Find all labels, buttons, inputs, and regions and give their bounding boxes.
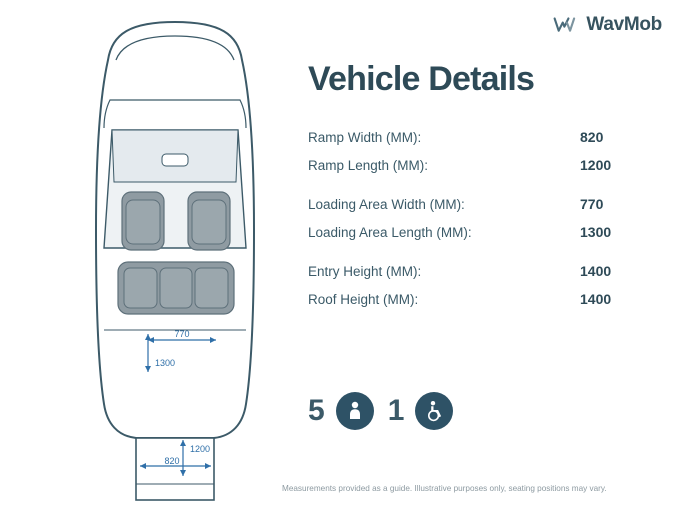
svg-text:770: 770 (174, 329, 190, 339)
spec-label: Loading Area Width (MM): (308, 196, 465, 212)
wheelchair-icon (415, 392, 453, 430)
spec-value: 1400 (580, 263, 612, 279)
wheelchair-count: 1 (387, 394, 405, 427)
spec-value: 1300 (580, 224, 612, 240)
svg-text:1200: 1200 (190, 444, 211, 454)
footnote: Measurements provided as a guide. Illustrative purposes only, seating positions may vary. (282, 484, 607, 493)
spec-label: Roof Height (MM): (308, 291, 419, 307)
spec-row-loading-area-length (300, 218, 670, 246)
details-panel (300, 60, 670, 313)
svg-text:820: 820 (164, 456, 180, 466)
spec-label: Ramp Width (MM): (308, 129, 422, 145)
specs-table (300, 123, 670, 313)
spec-row-ramp-length (300, 151, 670, 179)
spec-row-roof-height (300, 285, 670, 313)
spec-label: Ramp Length (MM): (308, 157, 429, 173)
spec-row-loading-area-width (300, 179, 670, 218)
spec-label: Loading Area Length (MM): (308, 224, 472, 240)
spec-row-ramp-width (300, 123, 670, 151)
spec-row-entry-height (300, 246, 670, 285)
passenger-icon (336, 392, 374, 430)
spec-value: 1200 (580, 157, 612, 173)
spec-label: Entry Height (MM): (308, 263, 422, 279)
spec-value: 820 (580, 129, 604, 145)
seat-count: 5 (308, 394, 325, 427)
seat-capacity (308, 392, 374, 430)
brand-logo (553, 14, 662, 36)
spec-value: 1400 (580, 291, 612, 307)
page-title: Vehicle Details (308, 60, 535, 98)
wheelchair-capacity (388, 392, 454, 430)
brand-name: WavMob (586, 14, 662, 35)
rear-bench-seats (118, 262, 234, 314)
capacity-row (308, 392, 453, 430)
wav-logo-icon (553, 15, 579, 35)
vehicle-diagram (0, 0, 290, 510)
svg-text:1300: 1300 (155, 358, 176, 368)
spec-value: 770 (580, 196, 604, 212)
